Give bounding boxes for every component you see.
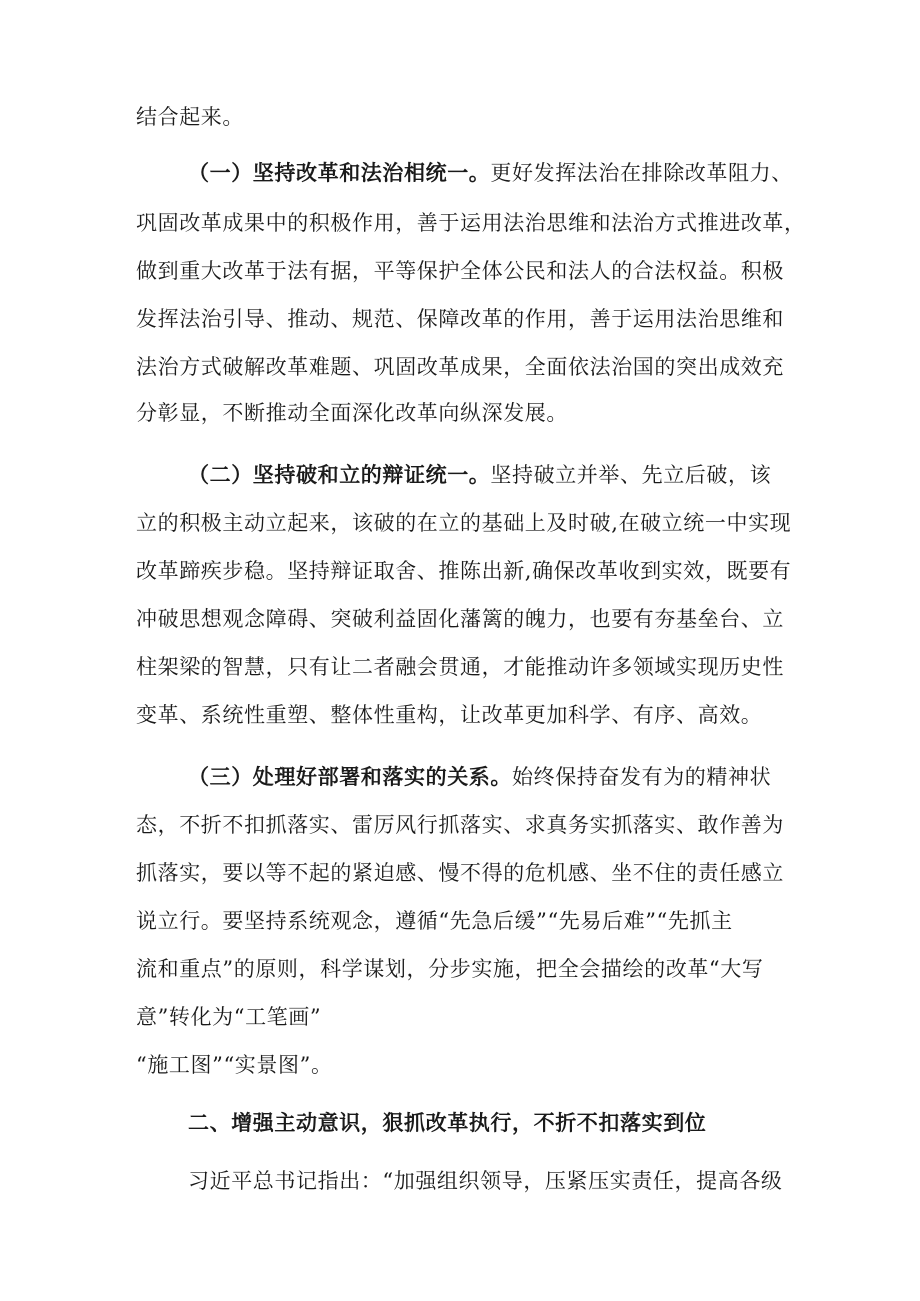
paragraph-line: 抓落实，要以等不起的紧迫感、慢不得的危机感、坐不住的责任感立 <box>136 861 784 885</box>
paragraph-first-line <box>188 158 848 188</box>
paragraph-line: 流和重点”的原则，科学谋划，分步实施，把全会描绘的改革“大写 <box>136 957 764 981</box>
paragraph-lead-heading: （三）处理好部署和落实的关系。 <box>188 764 512 789</box>
paragraph-first-line: 习近平总书记指出：“加强组织领导，压紧压实责任，提高各级 <box>188 1169 783 1193</box>
paragraph-line: 法治方式破解改革难题、巩固改革成果，全面依法治国的突出成效充 <box>136 355 784 379</box>
paragraph-line: 结合起来。 <box>136 105 244 129</box>
paragraph-line: 发挥法治引导、推动、规范、保障改革的作用，善于运用法治思维和 <box>136 307 784 331</box>
paragraph-lead-heading: （一）坚持改革和法治相统一。 <box>188 160 491 185</box>
paragraph-text: 始终保持奋发有为的精神状 <box>512 765 772 789</box>
paragraph-line: “施工图”“实景图”。 <box>136 1053 333 1077</box>
paragraph-text: 更好发挥法治在排除改革阻力、 <box>490 161 793 185</box>
paragraph-line: 分彰显，不断推动全面深化改革向纵深发展。 <box>136 401 568 425</box>
paragraph-line: 冲破思想观念障碍、突破利益固化藩篱的魄力，也要有夯基垒台、立 <box>136 607 784 631</box>
paragraph-line: 巩固改革成果中的积极作用，善于运用法治思维和法治方式推进改革， <box>136 211 806 235</box>
paragraph-line: 立的积极主动立起来，该破的在立的基础上及时破,在破立统一中实现 <box>136 511 792 535</box>
paragraph-line: 态，不折不扣抓落实、雷厉风行抓落实、求真务实抓落实、敢作善为 <box>136 813 784 837</box>
paragraph-text: 坚持破立并举、先立后破，该 <box>490 463 772 487</box>
paragraph-line: 说立行。要坚持系统观念，遵循“先急后缓”“先易后难”“先抓主 <box>136 909 733 933</box>
paragraph-lead-heading: （二）坚持破和立的辩证统一。 <box>188 462 491 487</box>
paragraph-line: 变革、系统性重塑、整体性重构，让改革更加科学、有序、高效。 <box>136 703 763 727</box>
paragraph-line: 做到重大改革于法有据，平等保护全体公民和法人的合法权益。积极 <box>136 259 784 283</box>
paragraph-line: 改革蹄疾步稳。坚持辩证取舍、推陈出新,确保改革收到实效，既要有 <box>136 559 792 583</box>
paragraph-first-line <box>188 460 848 490</box>
paragraph-line: 意”转化为“工笔画” <box>136 1005 322 1029</box>
paragraph-first-line <box>188 762 848 792</box>
paragraph-line: 柱架梁的智慧，只有让二者融会贯通，才能推动许多领域实现历史性 <box>136 655 784 679</box>
section-heading: 二、增强主动意识，狠抓改革执行，不折不扣落实到位 <box>188 1110 707 1135</box>
